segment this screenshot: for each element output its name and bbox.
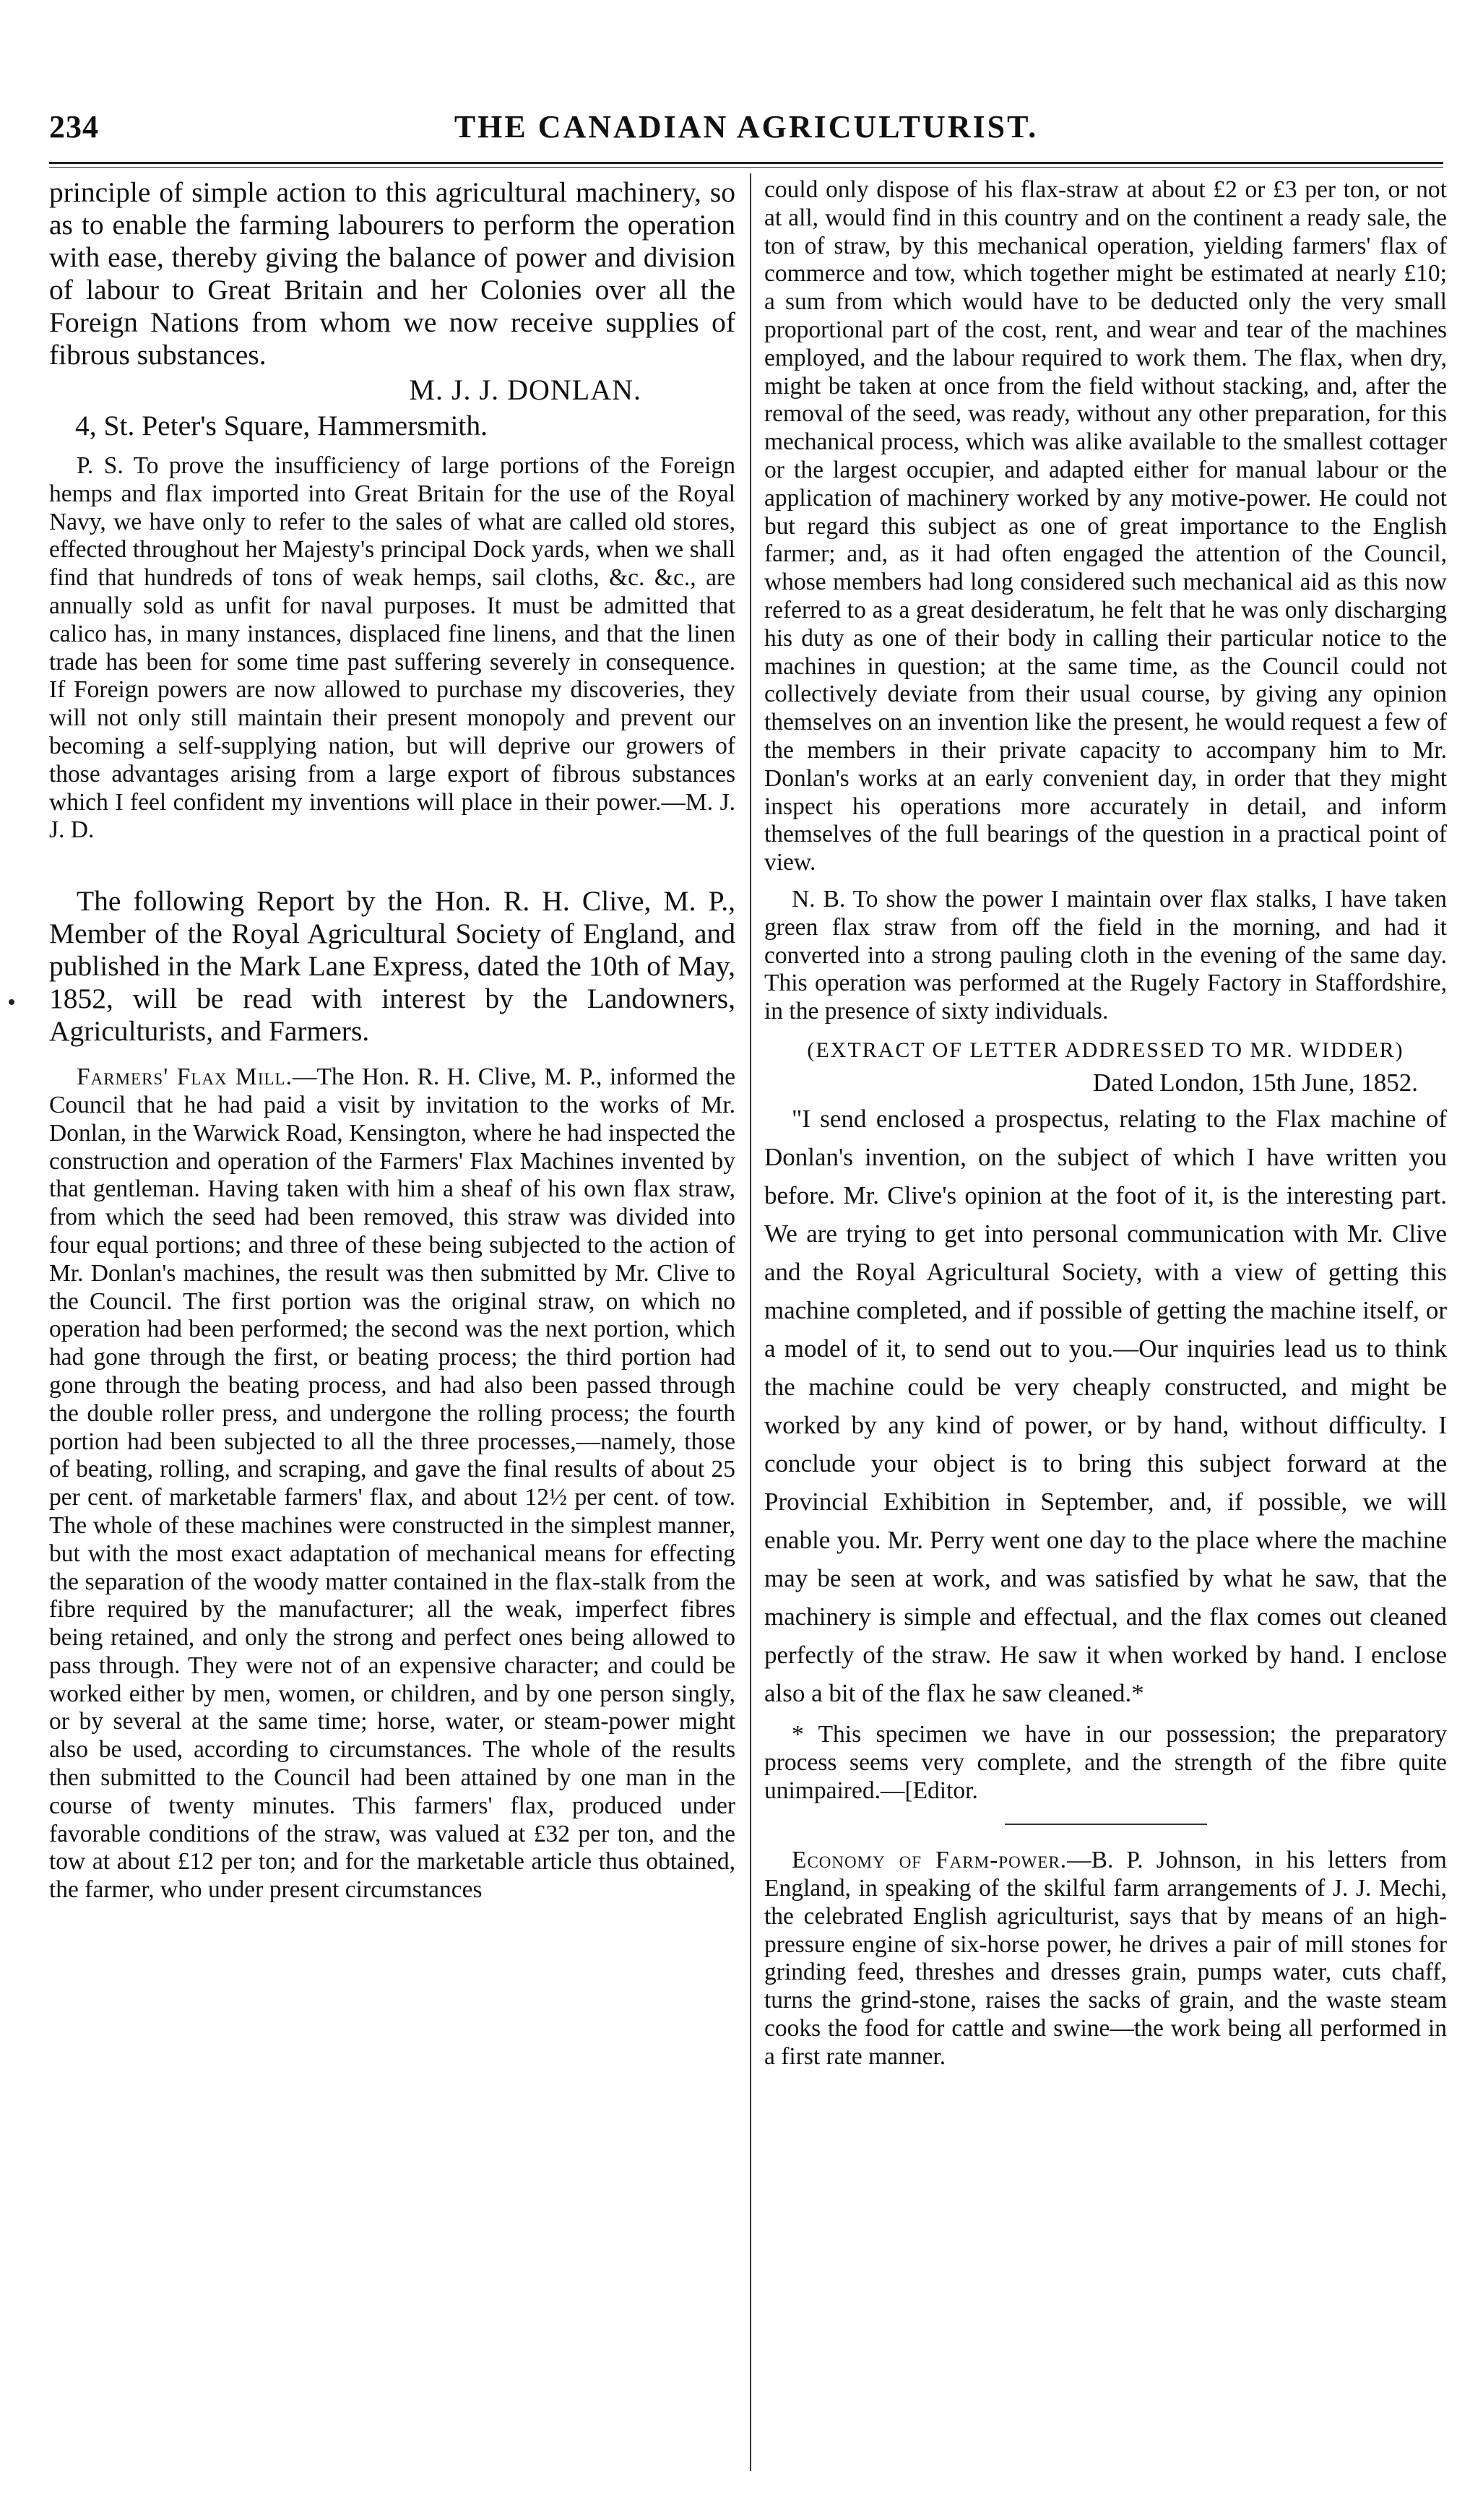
margin-dot: [9, 999, 14, 1005]
page-number: 234: [49, 109, 99, 144]
intro-paragraph: principle of simple action to this agricultural machinery, so as to enable the farming labourers to perform the operation with ease, thereby giving the balance of power and division of labour to Great Britain and her Colonies over all the Foreign Nations from whom we now receive supplies of fibrous substances.: [49, 176, 735, 371]
editor-footnote: * This specimen we have in our possession; the preparatory process seems very complete, and the strength of the fibre quite unimpaired.—[Editor.: [764, 1720, 1447, 1804]
signature: M. J. J. DONLAN.: [409, 374, 641, 406]
header-rule: [49, 162, 1443, 164]
column-divider: [750, 173, 751, 2471]
section-rule: [1005, 1824, 1207, 1825]
economy-paragraph: [764, 1847, 1447, 2071]
letter-paragraph: "I send enclosed a prospectus, relating to the Flax machine of Donlan's invention, on the subject of which I have written you before. Mr. Clive's opinion at the foot of it, is the interesting part. We are trying to get into personal communication with Mr. Clive and the Royal Agricultural Society, with a view of getting this machine completed, and if possible of getting the machine itself, or a model of it, to send out to you.—Our inquiries lead us to think the machine could be very cheaply constructed, and might be worked by any kind of power, or by hand, without difficulty. I conclude your object is to bring this subject forward at the Provincial Exhibition in September, and, if possible, we will enable you. Mr. Perry went one day to the place where the machine may be seen at work, and was satisfied by what he saw, that the machinery is simple and effectual, and the flax comes out cleaned perfectly of the straw. He saw it when worked by hand. I enclose also a bit of the flax he saw cleaned.*: [764, 1104, 1447, 1707]
flax-mill-text: —The Hon. R. H. Clive, M. P., informed the Council that he had paid a visit by invitation to the works of Mr. Donlan, in the Warwick Road, Kensington, where he had inspected the construction and operation of the Farmers' Flax Machines invented by that gentleman. Having taken with him a sheaf of his own flax straw, from which the seed had been removed, this straw was divided into four equal portions; and three of these being subjected to the action of Mr. Donlan's machines, the result was then submitted by Mr. Clive to the Council. The first portion was the original straw, on which no operation had been performed; the second was the next portion, which had gone through the first, or beating process; the third portion had gone through the beating process, and had also been passed through the double roller press, and undergone the rolling process; the fourth portion had been subjected to all the three processes,—namely, those of beating, rolling, and scraping, and gave the final results of about 25 per cent. of marketable farmers' flax, and about 12½ per cent. of tow. The whole of these machines were constructed in the simplest manner, but with the most exact adaptation of mechanical means for effecting the separation of the woody matter contained in the flax-stalk from the fibre required by the manufacturer; all the weak, imperfect fibres being retained, and only the strong and perfect ones being allowed to pass through. They were not of an expensive character; and could be worked either by men, women, or children, and by one person singly, or by several at the same time; horse, water, or steam-power might also be used, according to circumstances. The whole of the results then submitted to the Council had been attained by one man in the course of twenty minutes. This farmers' flax, produced under favorable conditions of the straw, was valued at £32 per ton, and the tow at about £12 per ton; and for the marketable article thus obtained, the farmer, who under present circumstances: [49, 1063, 735, 1904]
flax-mill-heading: Farmers' Flax Mill.: [77, 1063, 293, 1091]
report-intro-paragraph: The following Report by the Hon. R. H. Clive, M. P., Member of the Royal Agricultural Society of England, and published in the Mark Lane Express, dated the 10th of May, 1852, will be read with interest by the Landowners, Agriculturists, and Farmers.: [49, 885, 735, 1048]
dated-line: Dated London, 15th June, 1852.: [1092, 1068, 1418, 1097]
continuation-paragraph: could only dispose of his flax-straw at about £2 or £3 per ton, or not at all, would find in this country and on the continent a ready sale, the ton of straw, by this mechanical operation, yielding farmers' flax of commerce and tow, which together might be estimated at nearly £10; a sum from which would have to be deducted only the very small proportional part of the cost, rent, and wear and tear of the machines employed, and the labour required to work them. The flax, when dry, might be taken at once from the field without stacking, and, after the removal of the seed, was ready, without any other preparation, for this mechanical process, which was alike available to the smallest cottager or the largest occupier, and adapted either for manual labour or the application of machinery worked by any motive-power. He could not but regard this subject as one of great importance to the English farmer; and, as it had often engaged the attention of the Council, whose members had long considered such mechanical aid as this now referred to as a great desideratum, he felt that he was only discharging his duty as one of their body in calling their particular notice to the machines in question; at the same time, as the Council could not collectively deviate from their usual course, by giving any opinion themselves on an invention like the present, he would request a few of the members in their private capacity to accompany him to Mr. Donlan's works at an early convenient day, in order that they might inspect his operations more accurately in detail, and inform themselves of the full bearings of the question in a practical point of view.: [764, 176, 1447, 876]
economy-text: —B. P. Johnson, in his letters from England, in speaking of the skilful farm arrangements of J. J. Mechi, the celebrated English agriculturist, says that by means of an high-pressure engine of six-horse power, he drives a pair of mill stones for grinding feed, threshes and dresses grain, pumps water, cuts chaff, turns the grind-stone, raises the sacks of grain, and the waste steam cooks the food for cattle and swine—the work being all performed in a first rate manner.: [764, 1847, 1447, 2070]
right-column: [764, 176, 1447, 2071]
running-title: THE CANADIAN AGRICULTURIST.: [454, 109, 1039, 144]
header-rule-thin: [49, 167, 1443, 168]
economy-heading: Economy of Farm-power.: [792, 1847, 1068, 1874]
postscript-paragraph: P. S. To prove the insufficiency of large portions of the Foreign hemps and flax imported into Great Britain for the use of the Royal Navy, we have only to refer to the sales of what are called old stores, effected throughout her Majesty's principal Dock yards, when we shall find that hundreds of tons of weak hemps, sail cloths, &c. &c., are annually sold as unfit for naval purposes. It must be admitted that calico has, in many instances, displaced fine linens, and that the linen trade has been for some time past suffering severely in consequence. If Foreign powers are now allowed to purchase my discoveries, they will not only still maintain their present monopoly and prevent our becoming a self-supplying nation, but will deprive our growers of those advantages arising from a large export of fibrous substances which I feel confident my inventions will place in their power.—M. J. J. D.: [49, 452, 735, 844]
nota-bene-paragraph: N. B. To show the power I maintain over flax stalks, I have taken green flax straw from off the field in the morning, and had it converted into a strong pauling cloth in the evening of the same day. This operation was performed at the Rugely Factory in Staffordshire, in the presence of sixty individuals.: [764, 885, 1447, 1025]
extract-heading: (EXTRACT OF LETTER ADDRESSED TO MR. WIDDER): [807, 1037, 1404, 1062]
page-header: [49, 108, 1443, 159]
left-column: [49, 176, 735, 1904]
address-line: 4, St. Peter's Square, Hammersmith.: [75, 410, 488, 441]
flax-mill-paragraph: [49, 1063, 735, 1904]
